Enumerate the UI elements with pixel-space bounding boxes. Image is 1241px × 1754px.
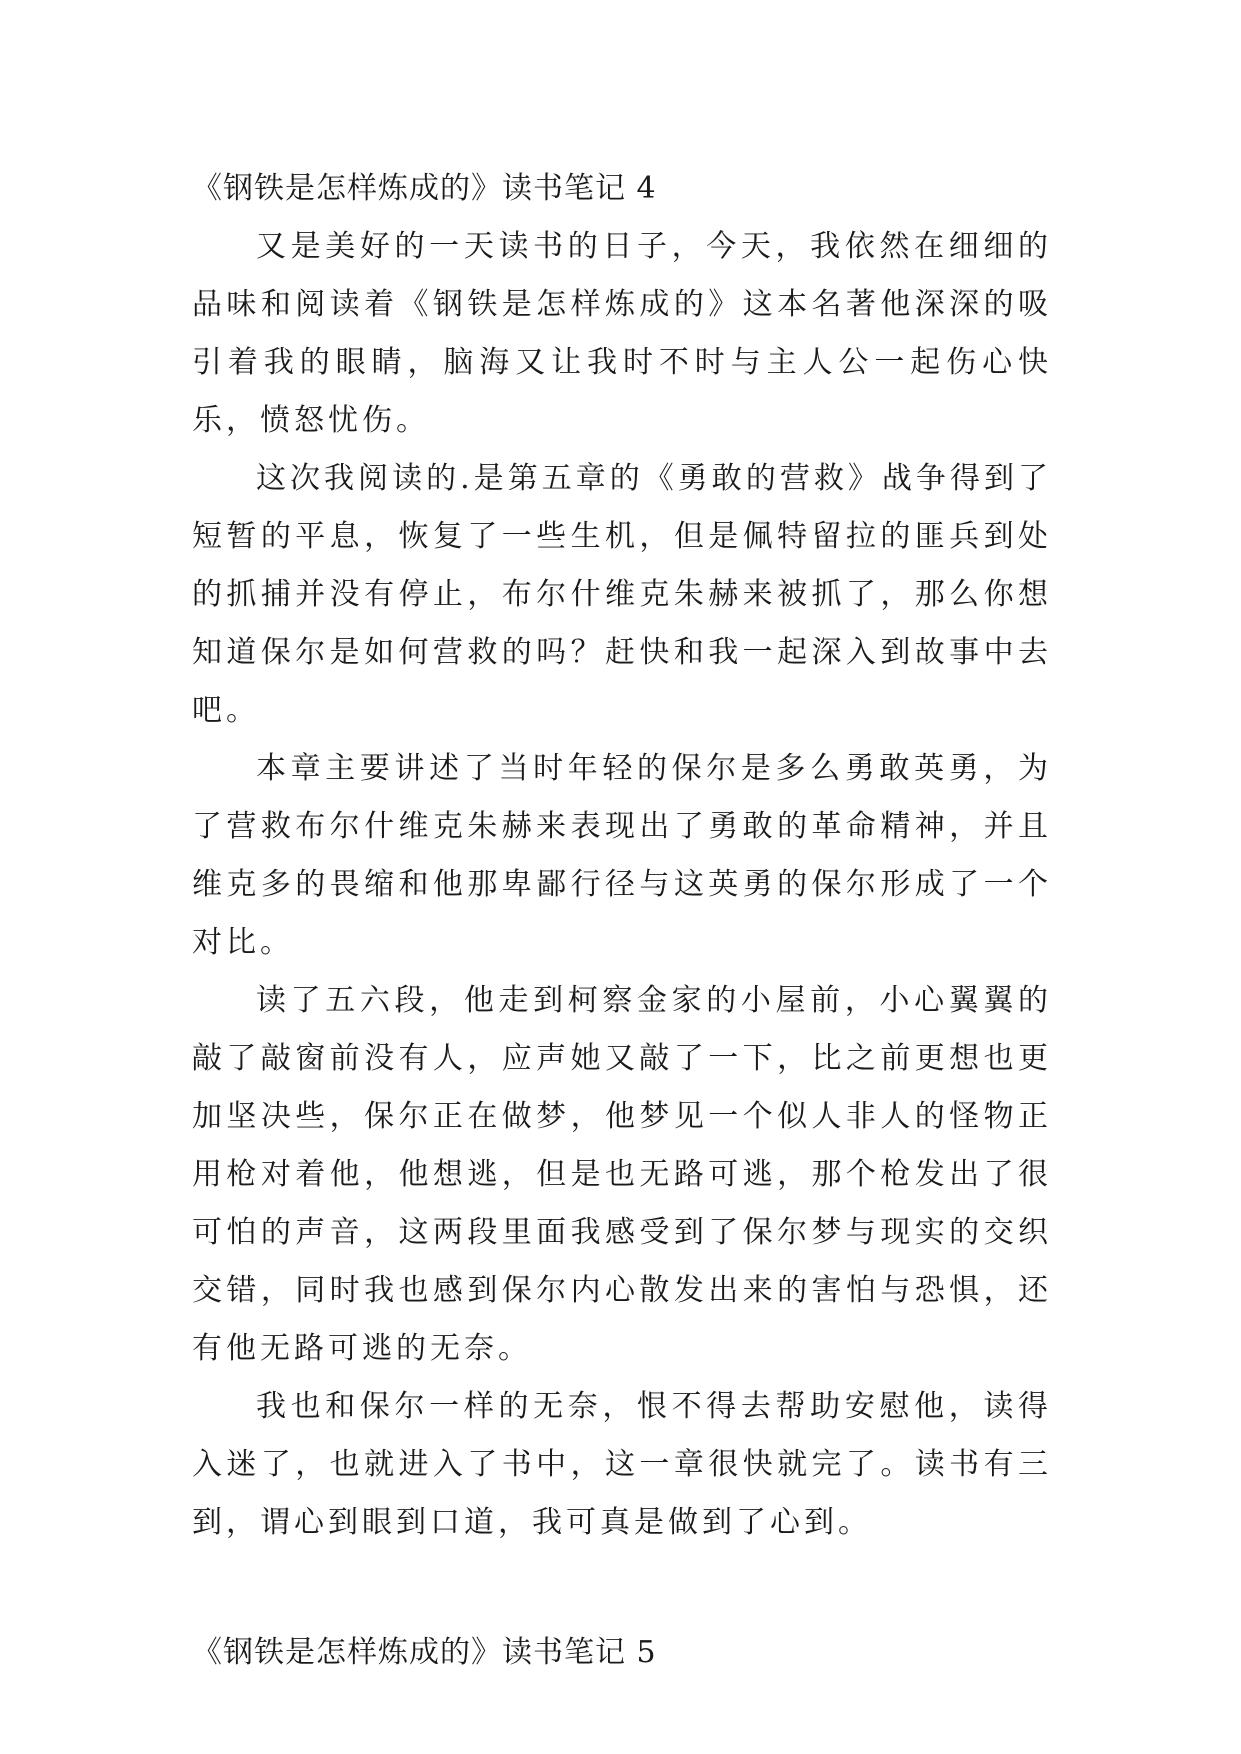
- section-5-title: 《钢铁是怎样炼成的》读书笔记 5: [192, 1635, 657, 1670]
- section-4-title: 《钢铁是怎样炼成的》读书笔记 4: [192, 171, 657, 206]
- document-body: [192, 160, 1052, 1682]
- paragraph-2: 这次我阅读的.是第五章的《勇敢的营救》战争得到了短暂的平息，恢复了一些生机，但是佩特留拉的匪兵到处的抓捕并没有停止，布尔什维克朱赫来被抓了，那么你想知道保尔是如何营救的吗？赶快和我一起深入到故事中去吧。: [192, 461, 1052, 728]
- paragraph-5: 我也和保尔一样的无奈，恨不得去帮助安慰他，读得入迷了，也就进入了书中，这一章很快就完了。读书有三到，谓心到眼到口道，我可真是做到了心到。: [192, 1389, 1052, 1540]
- paragraph-3: 本章主要讲述了当时年轻的保尔是多么勇敢英勇，为了营救布尔什维克朱赫来表现出了勇敢的革命精神，并且维克多的畏缩和他那卑鄙行径与这英勇的保尔形成了一个对比。: [192, 751, 1052, 960]
- paragraph-4: 读了五六段，他走到柯察金家的小屋前，小心翼翼的敲了敲窗前没有人，应声她又敲了一下，比之前更想也更加坚决些，保尔正在做梦，他梦见一个似人非人的怪物正用枪对着他，他想逃，但是也无路可逃，那个枪发出了很可怕的声音，这两段里面我感受到了保尔梦与现实的交织交错，同时我也感到保尔内心散发出来的害怕与恐惧，还有他无路可逃的无奈。: [192, 983, 1052, 1366]
- paragraph-1: 又是美好的一天读书的日子，今天，我依然在细细的品味和阅读着《钢铁是怎样炼成的》这本名著他深深的吸引着我的眼睛，脑海又让我时不时与主人公一起伤心快乐，愤怒忧伤。: [192, 229, 1052, 438]
- section-spacer: [192, 1552, 1052, 1624]
